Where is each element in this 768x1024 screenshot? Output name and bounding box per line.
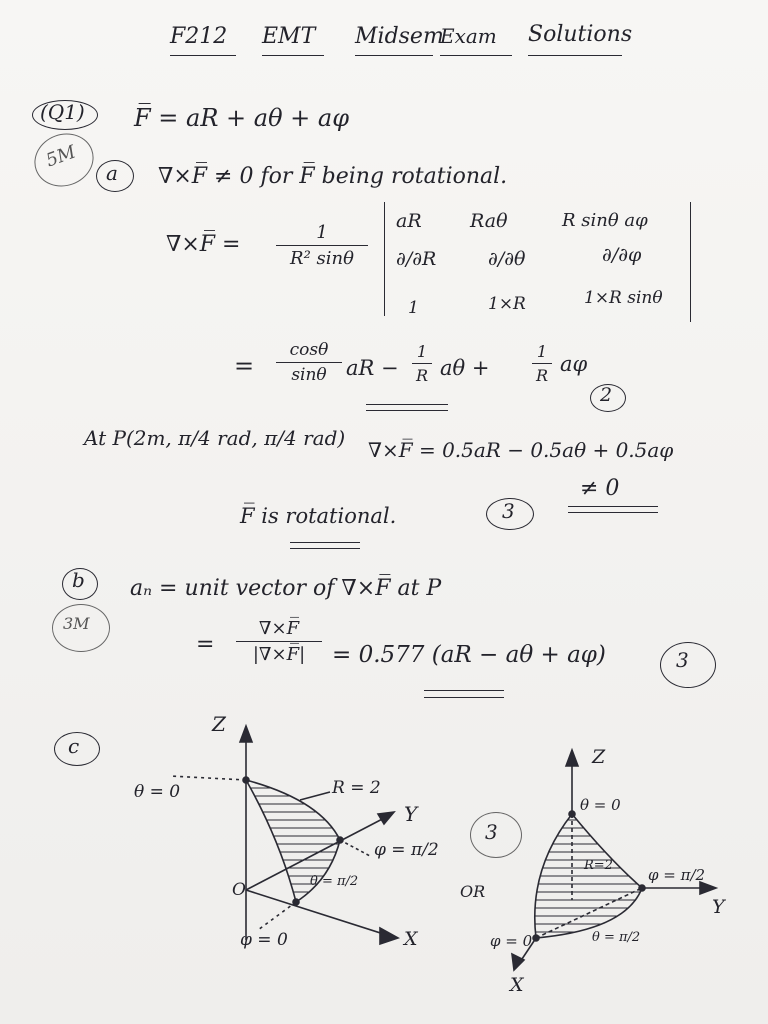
fig1-x-label: X (404, 928, 418, 950)
fig2-x-label: X (510, 974, 524, 996)
fig1-top-point (243, 777, 249, 783)
mark1: 2 (600, 384, 613, 406)
uv-den: |∇×F̅| (252, 644, 306, 665)
fig2-sector (535, 814, 642, 938)
part-b-marks: 3M (63, 614, 90, 633)
det-r1c3: R sinθ aφ (562, 210, 648, 231)
fig2-z-arrow (566, 750, 578, 766)
figure1 (170, 726, 398, 944)
fig1-origin-label: O (232, 880, 246, 900)
fig1-x-arrow (380, 928, 398, 944)
fig2-y-label: Y (712, 896, 725, 918)
fig2-r-label: R=2 (584, 858, 613, 873)
fig2-phi90-label: φ = π/2 (648, 866, 706, 884)
fig2-theta90-label: θ = π/2 (592, 930, 641, 945)
fig2-top-point (569, 811, 575, 817)
curl-lhs: ∇×F̅ = (166, 232, 241, 257)
unit-vector-equals: = (196, 632, 215, 657)
title-exam: Midsem (355, 24, 444, 49)
part-b-label: b (72, 568, 85, 592)
title-exam2: Exam (440, 24, 497, 48)
fig2-phi0-label: φ = 0 (490, 932, 533, 950)
coef-denominator: R² sinθ (290, 248, 354, 269)
part-b-mark: 3 (676, 648, 689, 672)
coef-numerator: 1 (316, 222, 328, 243)
det-r2c2: ∂/∂θ (488, 248, 526, 270)
part-c-label: c (68, 734, 80, 758)
uv-num: ∇×F̅ (258, 618, 300, 639)
q1-field: F̅ = aR + aθ + aφ (134, 104, 350, 132)
fig2-x-point (533, 935, 539, 941)
det-r1c1: aR (396, 210, 422, 232)
title-solutions: Solutions (528, 22, 633, 47)
term1-num: cosθ (289, 340, 329, 360)
fig1-phi90-label: φ = π/2 (374, 840, 439, 860)
fig1-theta90-label: θ = π/2 (310, 874, 359, 889)
q1-label: (Q1) (40, 100, 85, 124)
term3-vec: aφ (560, 352, 588, 376)
term3-den: R (535, 366, 549, 385)
det-r3c1: 1 (408, 298, 419, 318)
det-r1c2: Raθ (470, 210, 508, 232)
fig1-z-arrow (240, 726, 252, 742)
fig1-y-label: Y (404, 802, 418, 826)
fig2-theta0-label: θ = 0 (580, 796, 621, 814)
unit-vector-definition: aₙ = unit vector of ∇×F̅ at P (130, 576, 442, 601)
unit-vector-result: = 0.577 (aR − aθ + aφ) (332, 642, 606, 668)
fig1-phi0-label: φ = 0 (240, 930, 288, 950)
fig1-z-label: Z (212, 712, 226, 736)
det-r2c1: ∂/∂R (396, 248, 437, 270)
fig1-y-arrow (378, 812, 394, 824)
det-r3c2: 1×R (488, 294, 526, 314)
not-zero: ≠ 0 (580, 476, 620, 501)
part-c-mark: 3 (485, 820, 498, 844)
title-course: F212 (170, 24, 228, 49)
term3-num: 1 (536, 342, 548, 361)
fig2-z-label: Z (592, 746, 606, 768)
curl-at-point: ∇×F̅ = 0.5aR − 0.5aθ + 0.5aφ (368, 438, 674, 462)
fig1-theta0-label: θ = 0 (134, 782, 181, 802)
term2-den: R (415, 366, 429, 385)
term2-vec: aθ + (440, 356, 490, 380)
term1-den: sinθ (291, 365, 327, 385)
mark2: 3 (502, 499, 515, 523)
det-r2c3: ∂/∂φ (602, 244, 642, 266)
q1-marks: 5M (43, 141, 79, 172)
term1-vec: aR − (346, 356, 399, 380)
part-a-statement: ∇×F̅ ≠ 0 for F̅ being rotational. (158, 164, 508, 189)
rotational-conclusion: F̅ is rotational. (240, 504, 397, 528)
fig1-theta0-line (170, 776, 246, 780)
result-equals: = (234, 352, 255, 380)
part-a-label: a (106, 161, 118, 185)
evaluation-point: At P(2m, π/4 rad, π/4 rad) (84, 426, 346, 450)
fig2-y-point (639, 885, 645, 891)
fig1-r-pointer (300, 792, 330, 800)
or-label: OR (460, 882, 486, 901)
title-subject: EMT (262, 24, 316, 49)
fig2-x-arrow (512, 954, 524, 970)
fig1-r-label: R = 2 (332, 778, 381, 798)
fig1-phi-dash (340, 840, 370, 856)
det-r3c3: 1×R sinθ (584, 288, 663, 308)
fig1-phi0-dash (258, 902, 296, 930)
term2-num: 1 (416, 342, 428, 361)
